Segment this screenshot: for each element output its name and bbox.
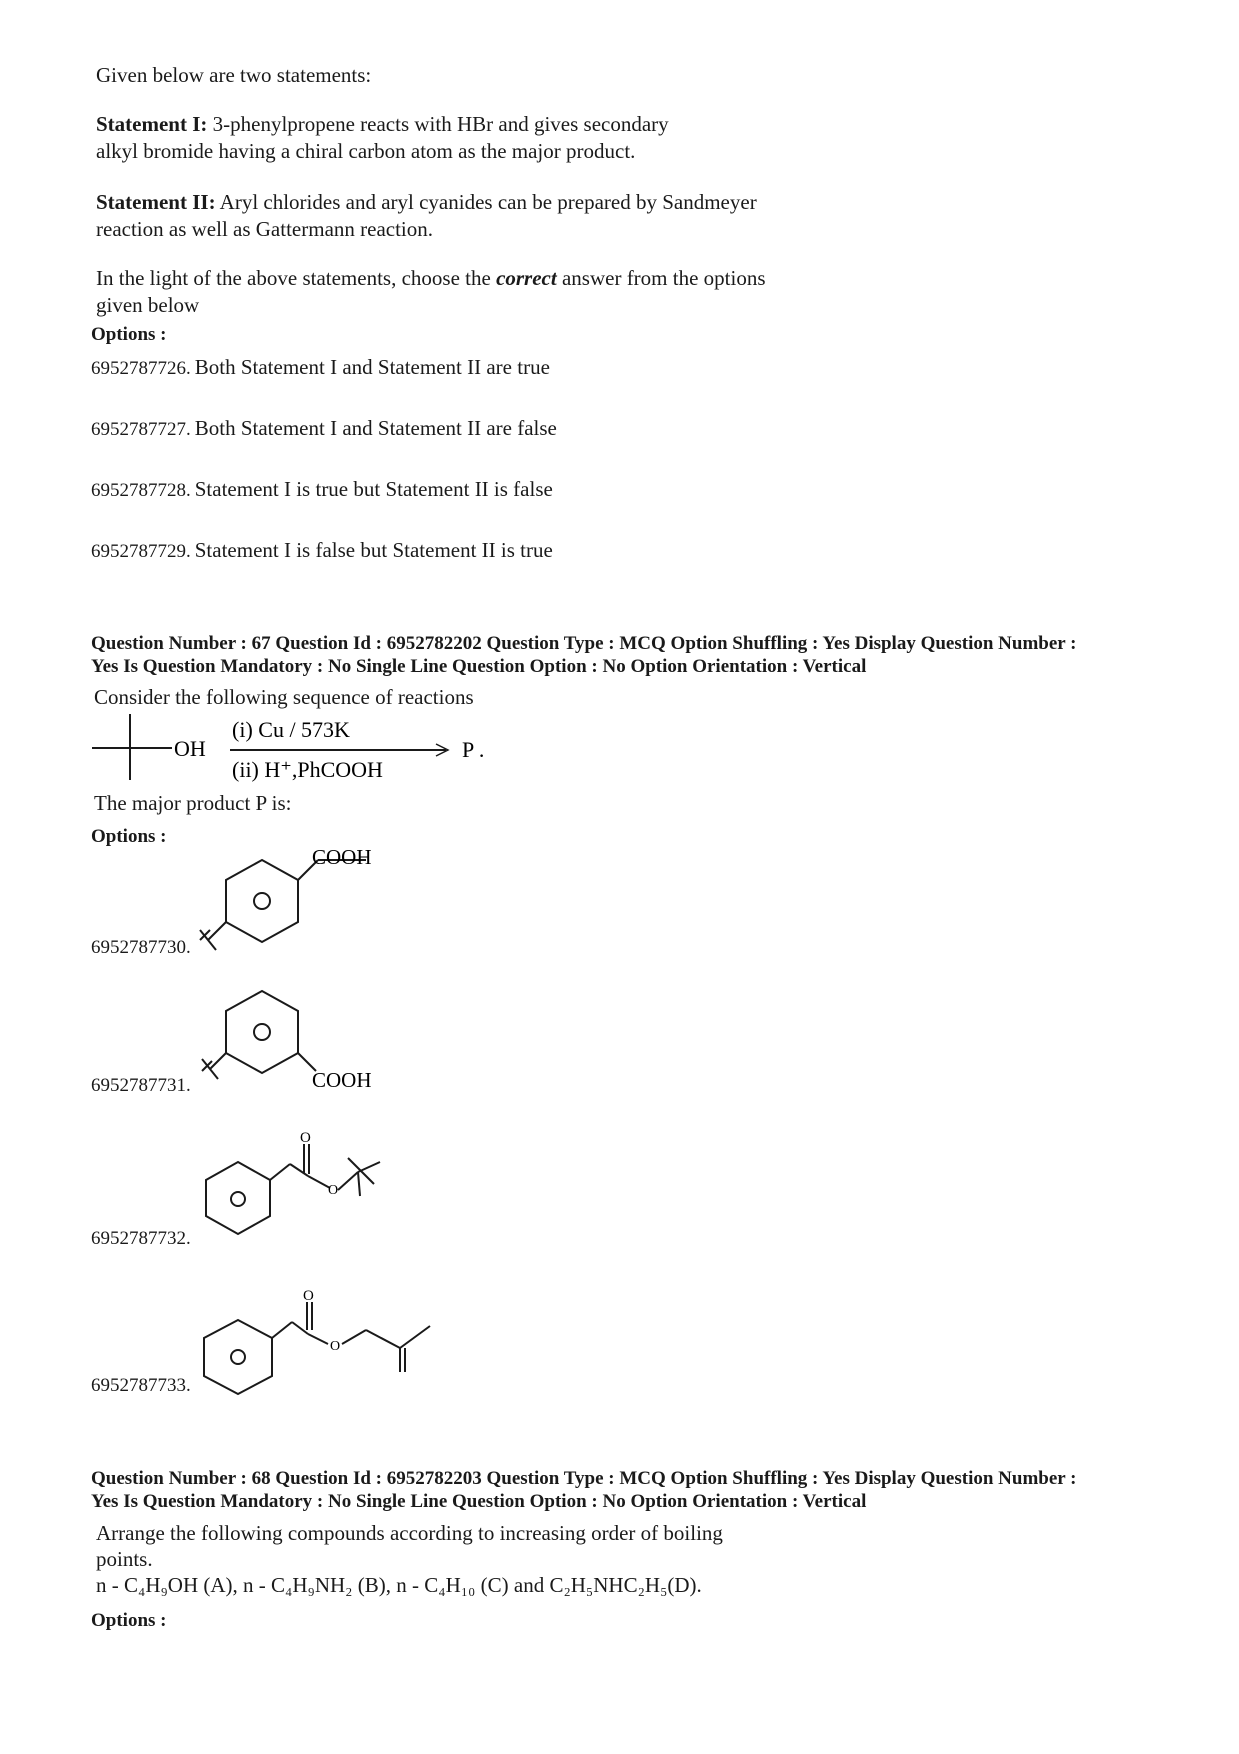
q67-ask: The major product P is: <box>94 791 292 815</box>
statement-2-label: Statement II: <box>96 190 216 214</box>
q68-stem: Arrange the following compounds according to increasing order of boiling <box>96 1521 723 1545</box>
option-row[interactable] <box>91 477 553 502</box>
option-id: 6952787732. <box>91 1228 191 1249</box>
statement-1-label: Statement I: <box>96 112 208 136</box>
statement-2-cont: reaction as well as Gattermann reaction. <box>96 217 434 241</box>
options-label: Options : <box>91 324 167 345</box>
cooh-label: COOH <box>312 1068 372 1092</box>
option-id: 6952787726. <box>91 358 191 379</box>
statement-2-text: Aryl chlorides and aryl cyanides can be prepared by Sandmeyer <box>219 190 757 214</box>
q66-ask-cont: given below <box>96 293 200 317</box>
q67-meta-line2: Yes Is Question Mandatory : No Single Line Question Option : No Option Orientation : Vertical <box>91 656 867 677</box>
statement-1 <box>96 111 669 138</box>
option-3-structure[interactable] <box>190 1122 420 1242</box>
ester-o: O <box>328 1183 339 1198</box>
carbonyl-o: O <box>300 1130 311 1146</box>
reaction-step-1: (i) Cu / 573K <box>232 717 350 742</box>
option-id: 6952787733. <box>91 1375 191 1396</box>
ask-text-end: answer from the options <box>556 266 766 290</box>
reactant-oh-label: OH <box>174 736 206 761</box>
option-row[interactable] <box>91 355 550 380</box>
q68-compounds: n - C₄H₉OH (A), n - C₄H₉NH₂ (B), n - C₄H₁₀ (C) and C₂H₅NHC₂H₅(D). <box>96 1573 702 1597</box>
option-4-structure[interactable] <box>190 1268 470 1396</box>
options-label: Options : <box>91 826 167 847</box>
option-2-structure[interactable] <box>190 985 400 1093</box>
ask-text: In the light of the above statements, choose the <box>96 266 497 290</box>
q67-stem: Consider the following sequence of reactions <box>94 685 474 709</box>
option-1-structure[interactable] <box>190 848 400 958</box>
option-row[interactable] <box>91 416 557 441</box>
option-text: Both Statement I and Statement II are false <box>194 416 557 440</box>
q66-intro: Given below are two statements: <box>96 63 372 87</box>
cooh-label: COOH <box>312 848 372 869</box>
options-label: Options : <box>91 1610 167 1631</box>
option-id: 6952787730. <box>91 937 191 958</box>
carbonyl-o: O <box>303 1288 314 1304</box>
option-row[interactable] <box>91 538 553 563</box>
q68-meta-line2: Yes Is Question Mandatory : No Single Line Question Option : No Option Orientation : Vertical <box>91 1491 867 1512</box>
option-text: Statement I is true but Statement II is false <box>194 477 553 501</box>
reaction-step-2: (ii) H⁺,PhCOOH <box>232 757 383 782</box>
option-id: 6952787728. <box>91 480 191 501</box>
q68-stem-cont: points. <box>96 1547 153 1571</box>
option-text: Both Statement I and Statement II are true <box>194 355 550 379</box>
option-id: 6952787731. <box>91 1075 191 1096</box>
statement-1-cont: alkyl bromide having a chiral carbon atom as the major product. <box>96 139 636 163</box>
statement-1-text: 3-phenylpropene reacts with HBr and gives secondary <box>212 112 669 136</box>
q66-ask <box>96 265 766 292</box>
ask-emphasis: correct <box>496 266 557 290</box>
reaction-scheme <box>88 710 528 792</box>
statement-2 <box>96 189 757 216</box>
option-id: 6952787729. <box>91 541 191 562</box>
option-id: 6952787727. <box>91 419 191 440</box>
option-text: Statement I is false but Statement II is true <box>194 538 553 562</box>
q68-meta-line1: Question Number : 68 Question Id : 6952782203 Question Type : MCQ Option Shuffling : Yes Display Question Number : <box>91 1468 1077 1489</box>
product-p: P . <box>462 737 485 762</box>
ester-o: O <box>330 1339 341 1354</box>
q67-meta-line1: Question Number : 67 Question Id : 6952782202 Question Type : MCQ Option Shuffling : Yes Display Question Number : <box>91 633 1077 654</box>
